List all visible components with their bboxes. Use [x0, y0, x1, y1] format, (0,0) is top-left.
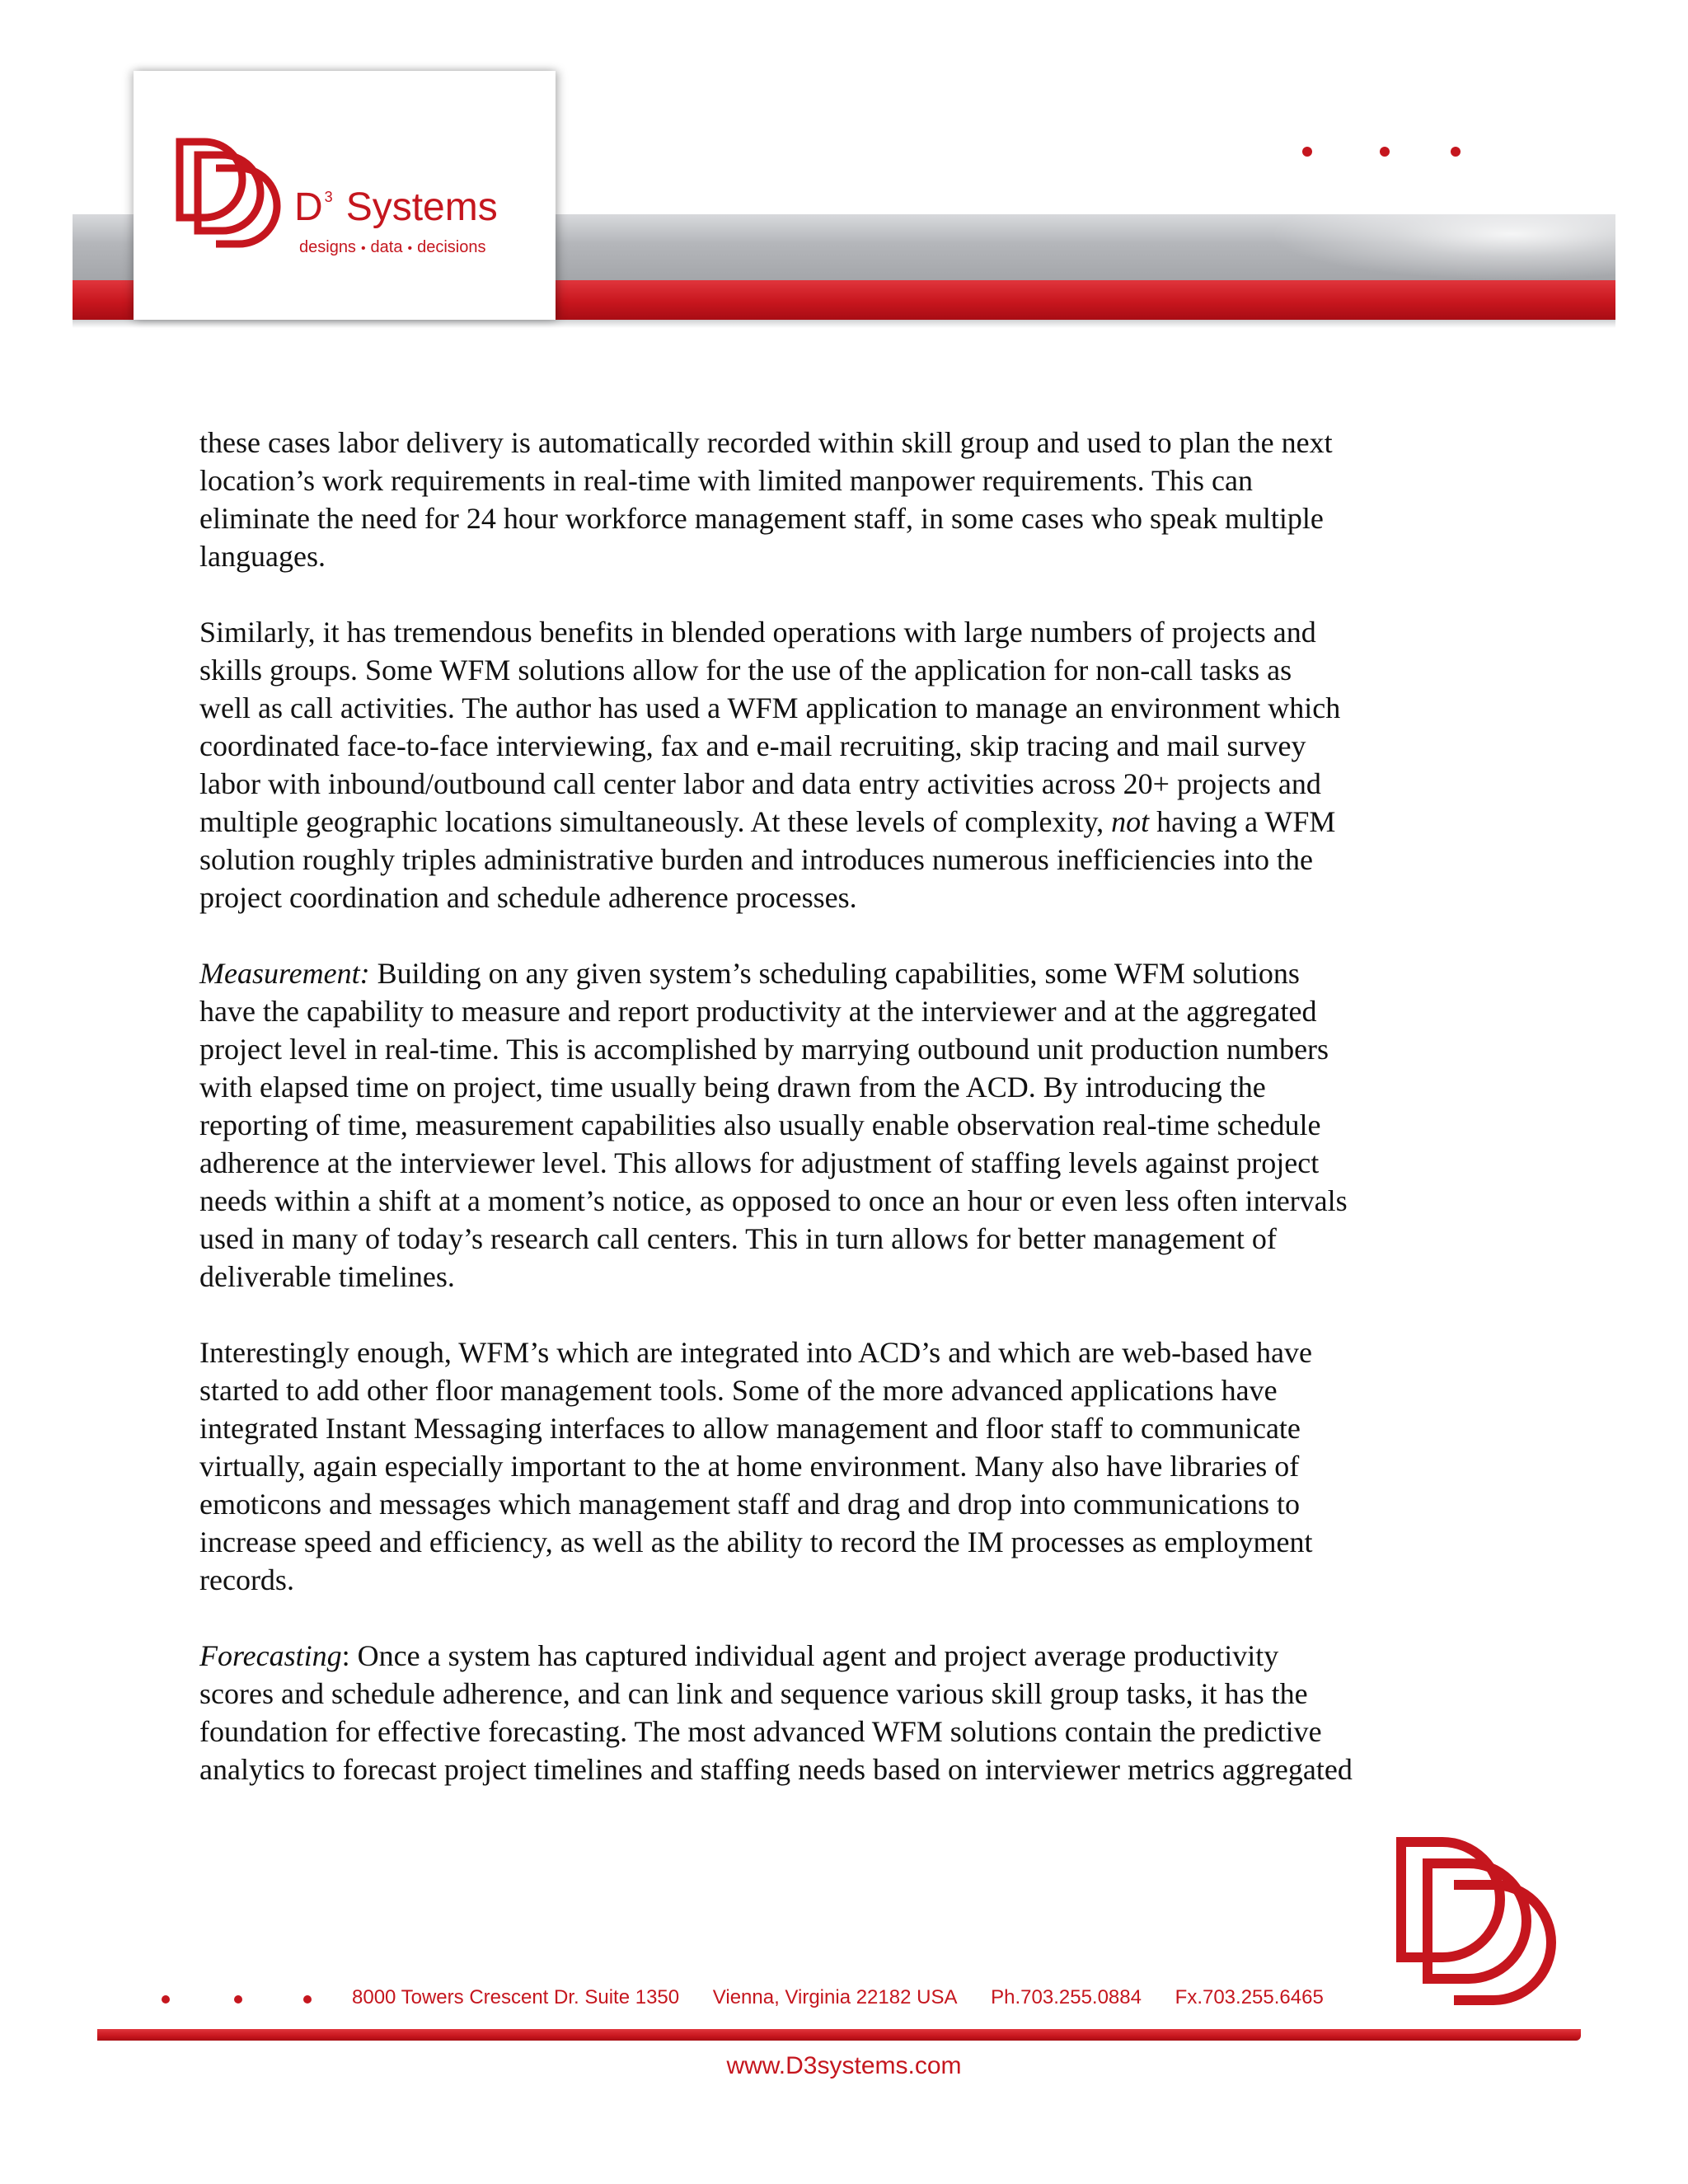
- text-line: adherence at the interviewer level. This allows for adjustment of staffing levels against project: [199, 1146, 1320, 1179]
- text-line: [199, 803, 1535, 841]
- tagline-word: decisions: [417, 238, 486, 256]
- body-text: [199, 424, 1535, 1788]
- text-line: Similarly, it has tremendous benefits in blended operations with large numbers of projects and: [199, 616, 1316, 649]
- footer-address: 8000 Towers Crescent Dr. Suite 1350: [352, 1986, 680, 2008]
- paragraph-4: [199, 1333, 1535, 1599]
- dot-icon: [234, 1995, 242, 2004]
- text-line: foundation for effective forecasting. The most advanced WFM solutions contain the predictive: [199, 1715, 1322, 1748]
- text-line: project level in real-time. This is accomplished by marrying outbound unit production numbers: [199, 1033, 1329, 1066]
- footer-city: Vienna, Virginia 22182 USA: [712, 1986, 958, 2008]
- dot-icon: [1380, 147, 1390, 157]
- footer-phone: Ph.703.255.0884: [991, 1986, 1142, 2008]
- footer-dots: [162, 1995, 326, 2005]
- text-line: increase speed and efficiency, as well as the ability to record the IM processes as employment: [199, 1526, 1313, 1558]
- tagline-separator-icon: •: [407, 241, 413, 255]
- company-name-d: D: [294, 185, 323, 229]
- dot-icon: [1302, 147, 1312, 157]
- logo-card: [134, 71, 556, 320]
- tagline-word: data: [370, 238, 403, 256]
- text-line: needs within a shift at a moment’s notice, as opposed to once an hour or even less often intervals: [199, 1184, 1348, 1217]
- dot-icon: [303, 1995, 312, 2004]
- text-line: deliverable timelines.: [199, 1260, 455, 1293]
- text-line: [199, 954, 1535, 992]
- text-line: started to add other floor management tools. Some of the more advanced applications have: [199, 1374, 1278, 1407]
- d3-logo-icon: [173, 135, 282, 251]
- company-name-superscript: 3: [324, 189, 333, 205]
- text-line: scores and schedule adherence, and can link and sequence various skill group tasks, it has the: [199, 1677, 1308, 1710]
- header-dots: [1302, 147, 1467, 163]
- text-segment: multiple geographic locations simultaneously. At these levels of complexity,: [199, 805, 1104, 838]
- text-line: well as call activities. The author has used a WFM application to manage an environment which: [199, 691, 1341, 724]
- text-line: coordinated face-to-face interviewing, fax and e-mail recruiting, skip tracing and mail survey: [199, 729, 1306, 762]
- text-segment: Building on any given system’s scheduling capabilities, some WFM solutions: [369, 957, 1300, 990]
- footer-d3-logo-icon: [1393, 1834, 1591, 2032]
- company-tagline: [299, 238, 485, 257]
- text-line: have the capability to measure and report productivity at the interviewer and at the aggregated: [199, 995, 1317, 1028]
- text-line: project coordination and schedule adherence processes.: [199, 881, 857, 914]
- emphasis-not: not: [1111, 805, 1150, 838]
- dot-icon: [162, 1995, 170, 2004]
- text-line: skills groups. Some WFM solutions allow for the use of the application for non-call tasks as: [199, 654, 1292, 687]
- text-line: virtually, again especially important to the at home environment. Many also have libraries of: [199, 1450, 1300, 1483]
- text-line: with elapsed time on project, time usually being drawn from the ACD. By introducing the: [199, 1071, 1266, 1104]
- text-line: records.: [199, 1563, 294, 1596]
- text-line: solution roughly triples administrative burden and introduces numerous inefficiencies into the: [199, 843, 1314, 876]
- text-line: integrated Instant Messaging interfaces to allow management and floor staff to communicate: [199, 1412, 1301, 1445]
- text-segment: : Once a system has captured individual agent and project average productivity: [341, 1639, 1279, 1672]
- footer-contact: [352, 1986, 1324, 2009]
- text-line: languages.: [199, 540, 326, 573]
- text-line: eliminate the need for 24 hour workforce management staff, in some cases who speak multiple: [199, 502, 1324, 535]
- text-line: [199, 1637, 1535, 1675]
- header-shadow: [73, 320, 1615, 328]
- text-line: location’s work requirements in real-time with limited manpower requirements. This can: [199, 464, 1253, 497]
- tagline-separator-icon: •: [360, 241, 366, 255]
- section-label-measurement: Measurement:: [199, 957, 370, 990]
- paragraph-measurement: [199, 954, 1535, 1296]
- paragraph-1: [199, 424, 1535, 575]
- footer-red-line: [97, 2029, 1581, 2041]
- footer-website-link[interactable]: www.D3systems.com: [726, 2052, 962, 2079]
- text-line: analytics to forecast project timelines and staffing needs based on interviewer metrics aggregated: [199, 1753, 1353, 1786]
- company-name: [294, 185, 498, 230]
- text-line: used in many of today’s research call centers. This in turn allows for better management of: [199, 1222, 1277, 1255]
- text-line: emoticons and messages which management staff and drag and drop into communications to: [199, 1488, 1301, 1521]
- section-label-forecasting: Forecasting: [199, 1639, 342, 1672]
- text-line: reporting of time, measurement capabilities also usually enable observation real-time schedule: [199, 1108, 1321, 1141]
- text-segment: having a WFM: [1149, 805, 1336, 838]
- tagline-word: designs: [299, 238, 356, 256]
- dot-icon: [1451, 147, 1461, 157]
- paragraph-2: [199, 613, 1535, 916]
- text-line: these cases labor delivery is automatically recorded within skill group and used to plan the next: [199, 426, 1333, 459]
- footer-fax: Fx.703.255.6465: [1175, 1986, 1324, 2008]
- paragraph-forecasting: [199, 1637, 1535, 1788]
- company-name-suffix: Systems: [345, 185, 498, 229]
- text-line: Interestingly enough, WFM’s which are integrated into ACD’s and which are web-based have: [199, 1336, 1312, 1369]
- text-line: labor with inbound/outbound call center labor and data entry activities across 20+ projects and: [199, 767, 1321, 800]
- header-swirl-graphic: [1269, 214, 1615, 280]
